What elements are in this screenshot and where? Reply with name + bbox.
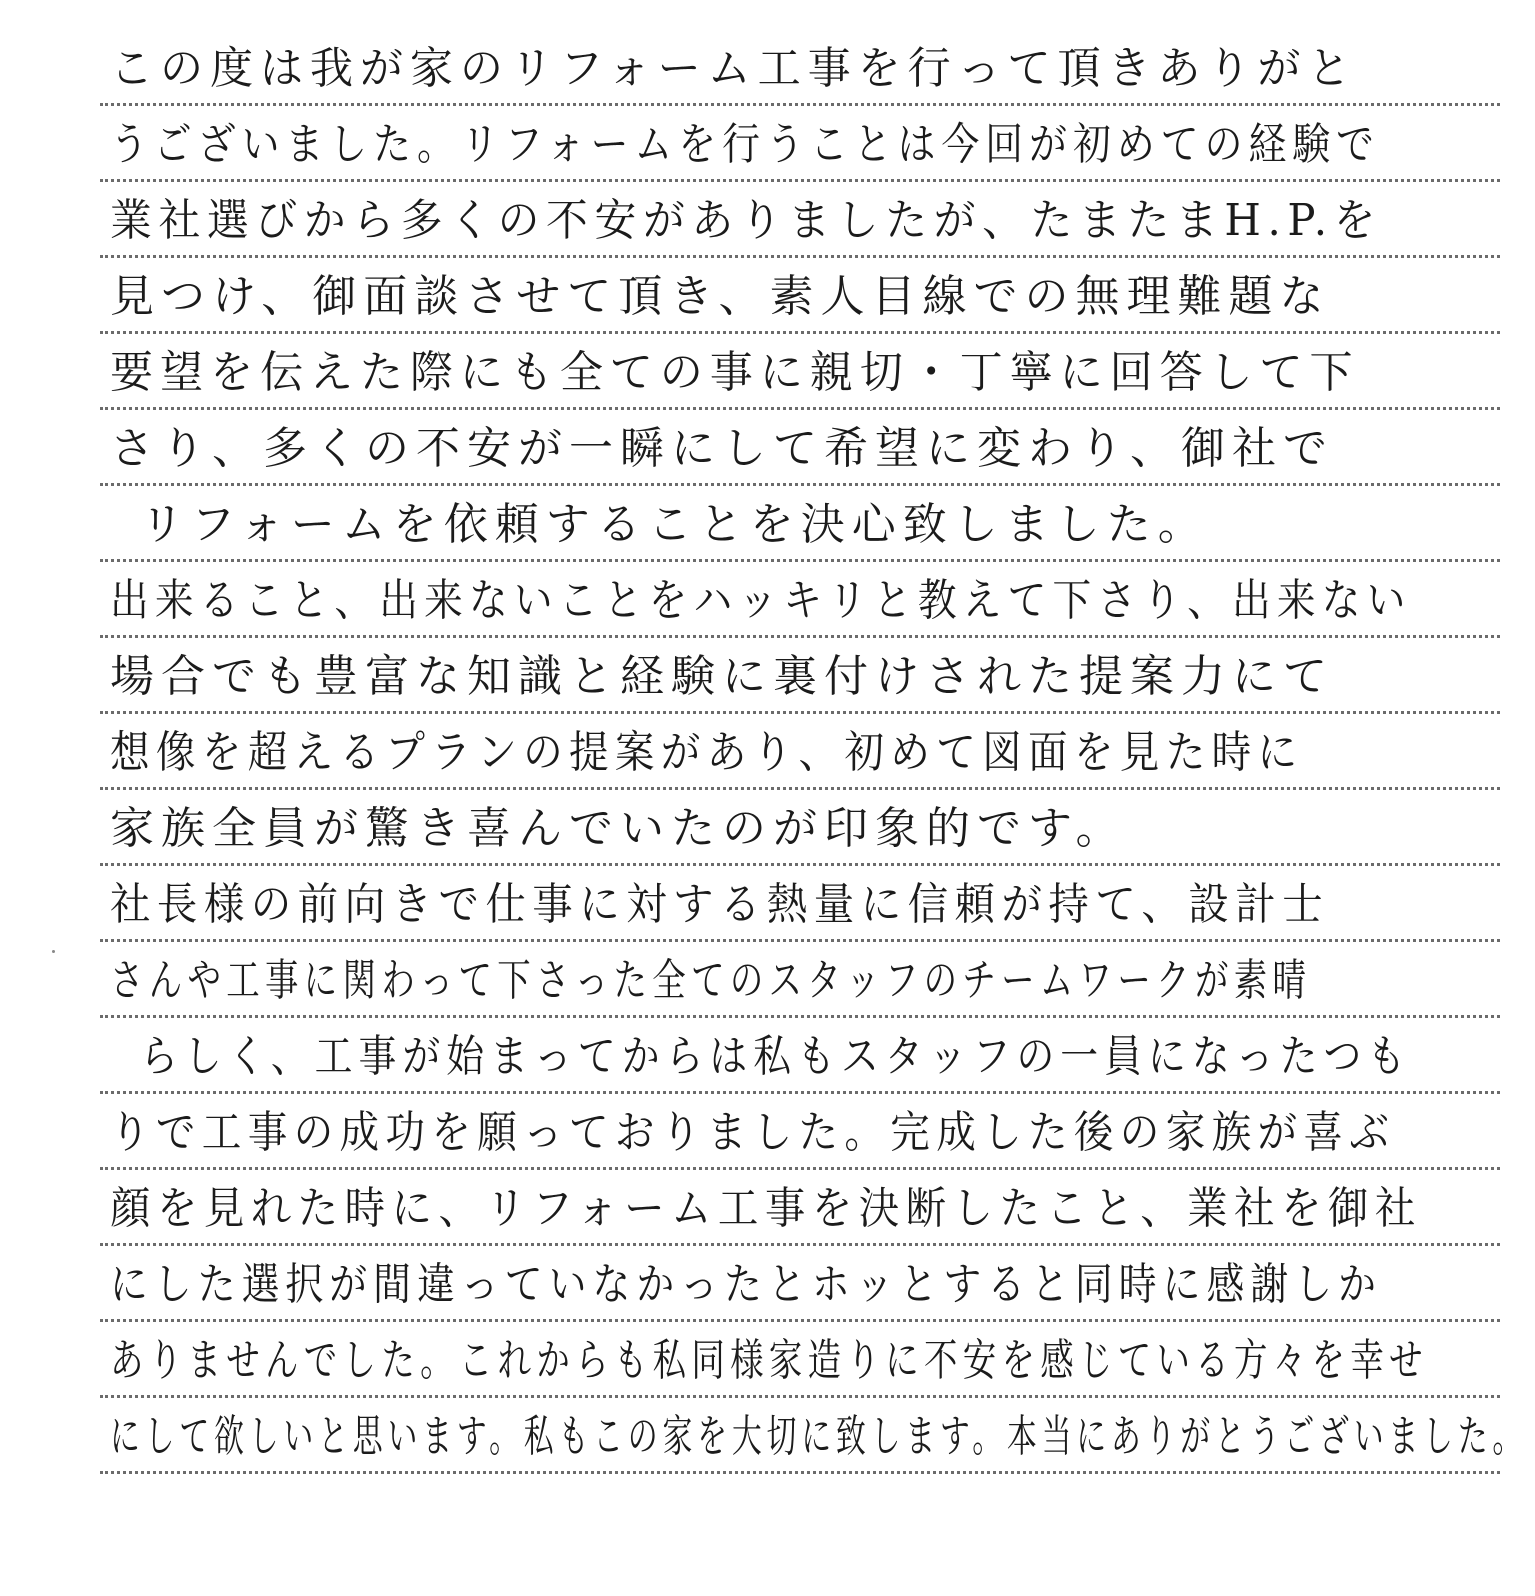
letter-line — [100, 1018, 1500, 1094]
letter-line — [100, 30, 1500, 106]
letter-line-text: ありませんでした。これからも私同様家造りに不安を感じている方々を幸せ — [110, 1335, 1428, 1386]
ink-speck — [52, 950, 55, 953]
letter-line — [100, 1246, 1500, 1322]
letter-line — [100, 182, 1500, 258]
letter-line — [100, 638, 1500, 714]
letter-line — [100, 334, 1500, 410]
letter-line-text: うございました。リフォームを行うことは今回が初めての経験で — [110, 119, 1381, 170]
letter-body — [100, 30, 1528, 1474]
letter-line-text: 業社選びから多くの不安がありましたが、たまたまH.P.を — [110, 195, 1383, 246]
letter-line-text: この度は我が家のリフォーム工事を行って頂きありがと — [110, 43, 1358, 94]
letter-line-text: 出来ること、出来ないことをハッキリと教えて下さり、出来ない — [110, 575, 1412, 626]
letter-line — [100, 866, 1500, 942]
letter-line — [100, 486, 1500, 562]
letter-line-text: さり、多くの不安が一瞬にして希望に変わり、御社で — [110, 423, 1334, 474]
letter-line — [100, 790, 1500, 866]
letter-line-text: らしく、工事が始まってからは私もスタッフの一員になったつも — [140, 1031, 1412, 1082]
letter-line — [100, 1322, 1500, 1398]
letter-line — [100, 258, 1500, 334]
letter-line-text: 場合でも豊富な知識と経験に裏付けされた提案力にて — [110, 651, 1334, 702]
letter-line-text: 見つけ、御面談させて頂き、素人目線での無理難題な — [110, 271, 1331, 322]
letter-line — [100, 1170, 1500, 1246]
letter-line-text: リフォームを依頼することを決心致しました。 — [140, 499, 1209, 550]
letter-line-text: 想像を超えるプランの提案があり、初めて図面を見た時に — [110, 727, 1304, 778]
letter-line-text: にした選択が間違っていなかったとホッとすると同時に感謝しか — [110, 1259, 1382, 1310]
letter-line — [100, 714, 1500, 790]
letter-line — [100, 410, 1500, 486]
letter-line-text: さんや工事に関わって下さった全てのスタッフのチームワークが素晴 — [110, 955, 1312, 1006]
letter-line-text: 顔を見れた時に、リフォーム工事を決断したこと、業社を御社 — [110, 1183, 1422, 1234]
letter-line — [100, 1094, 1500, 1170]
letter-line-text: 家族全員が驚き喜んでいたのが印象的です。 — [110, 803, 1127, 854]
letter-line-text: 社長様の前向きで仕事に対する熱量に信頼が持て、設計士 — [110, 879, 1330, 930]
letter-line-text: りで工事の成功を願っておりました。完成した後の家族が喜ぶ — [110, 1107, 1396, 1158]
letter-line — [100, 562, 1500, 638]
letter-line — [100, 106, 1500, 182]
letter-line — [100, 1398, 1528, 1474]
letter-line-text: にして欲しいと思います。私もこの家を大切に致します。本当にありがとうございました。 — [110, 1411, 1528, 1462]
letter-line — [100, 942, 1500, 1018]
letter-line-text: 要望を伝えた際にも全ての事に親切・丁寧に回答して下 — [110, 347, 1360, 398]
